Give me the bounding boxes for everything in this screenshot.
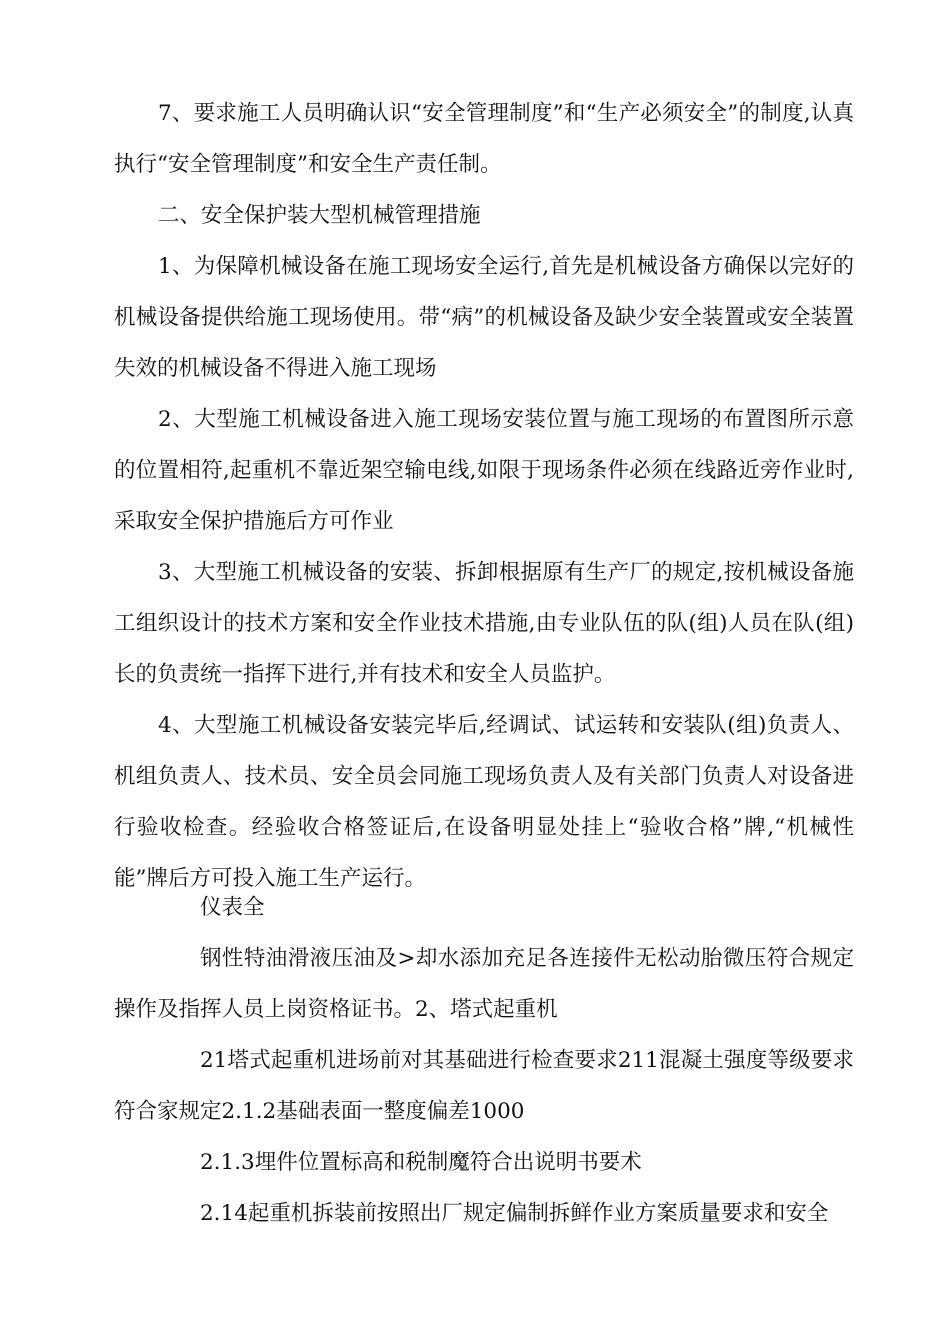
paragraph-instruments: 仪表全	[200, 895, 265, 920]
paragraph-tower-crane-2-1-3: 2.1.3埋件位置标高和税制魔符合出说明书要术	[200, 1150, 642, 1175]
paragraph-item-4: 4、大型施工机械设备安装完毕后,经调试、试运转和安装队(组)负责人、机组负责人、技术员、安全员会同施工现场负责人及有关部门负责人对设备进行验收检查。经验收合格签证后,在设备明显处挂上“验收合格”牌,“机械性能”牌后方可投入施工生产运行。	[114, 713, 854, 891]
paragraph-tower-crane-2-1: 21塔式起重机进场前对其基础进行检查要求211混凝土强度等级要求符合家规定2.1.2基础表面一整度偏差1000	[114, 1048, 854, 1124]
paragraph-item-2: 2、大型施工机械设备进入施工现场安装位置与施工现场的布置图所示意的位置相符,起重机不靠近架空输电线,如限于现场条件必须在线路近旁作业时,采取安全保护措施后方可作业	[114, 407, 854, 534]
paragraph-tower-crane-2-1-4: 2.14起重机拆装前按照出厂规定偏制拆鲜作业方案质量要求和安全	[200, 1201, 829, 1226]
section-heading-2: 二、安全保护装大型机械管理措施	[158, 203, 481, 228]
paragraph-item-1: 1、为保障机械设备在施工现场安全运行,首先是机械设备方确保以完好的机械设备提供给施工现场使用。带“病”的机械设备及缺少安全装置或安全装置失效的机械设备不得进入施工现场	[114, 254, 854, 381]
paragraph-inspection: 钢性特油滑液压油及>却水添加充足各连接件无松动胎微压符合规定操作及指挥人员上岗资格证书。2、塔式起重机	[114, 946, 854, 1022]
paragraph-item-3: 3、大型施工机械设备的安装、拆卸根据原有生产厂的规定,按机械设备施工组织设计的技术方案和安全作业技术措施,由专业队伍的队(组)人员在队(组)长的负责统一指挥下进行,并有技术和安全人员监护。	[114, 560, 854, 687]
paragraph-item-7: 7、要求施工人员明确认识“安全管理制度”和“生产必须安全”的制度,认真执行“安全管理制度”和安全生产责任制。	[114, 101, 854, 177]
